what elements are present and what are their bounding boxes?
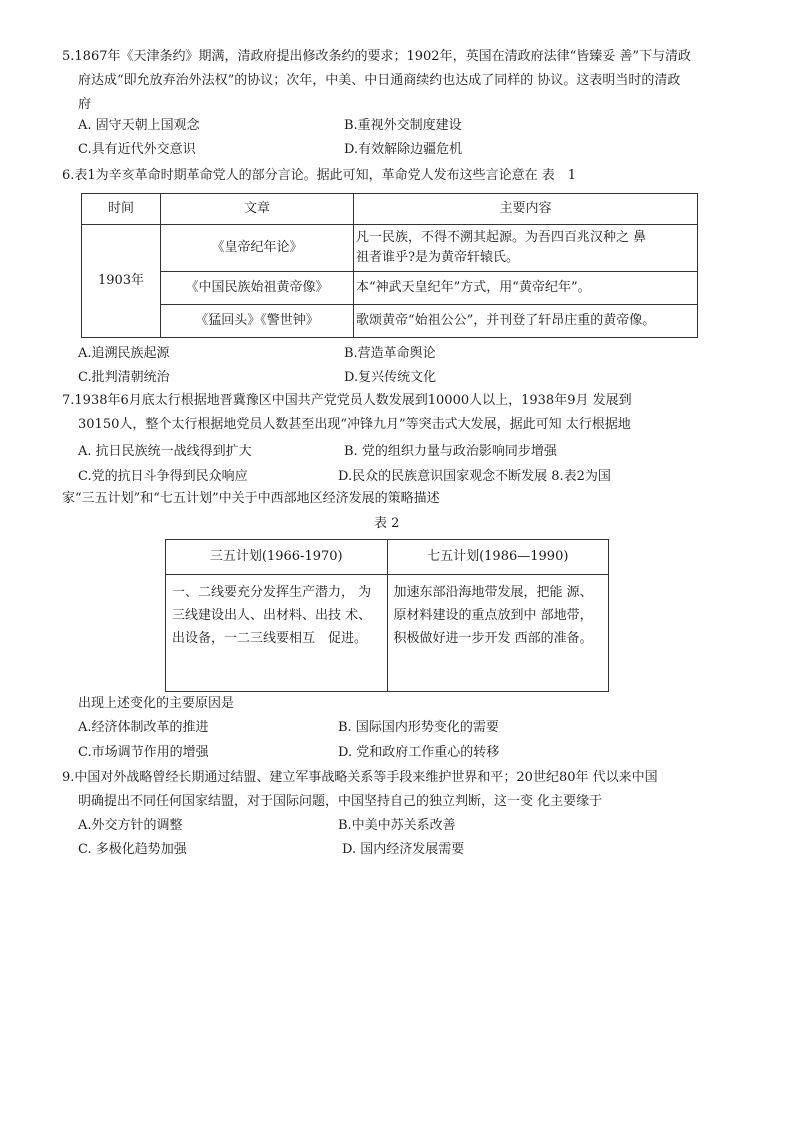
q9-option-c: C. 多极化趋势加强 [78,842,187,857]
table-2-cell-plan-3: 一、二线要充分发挥生产潜力， 为三线建设出人、出材料、出技 术、出设备，一二三线要相互 促进。 [166,575,388,692]
q9-option-d: D. 国内经济发展需要 [342,842,465,857]
table-1-header-content: 主要内容 [354,194,698,225]
q9-stem-line-2: 明确提出不同任何国家结盟，对于国际问题，中国坚持自己的独立判断，这一变 化主要缘于 [78,794,603,809]
q9-option-a: A.外交方针的调整 [78,818,183,833]
table-2-header-row [166,540,609,575]
q8-option-b: B. 国际国内形势变化的需要 [338,720,499,735]
table-1-article-cell: 《中国民族始祖黄帝像》 [161,272,354,305]
table-1-content-line: 祖者谁乎?是为黄帝轩辕氏。 [356,250,519,265]
table-2-cell-plan-7: 加速东部沿海地带发展，把能 源、原材料建设的重点放到中 部地带，积极做好进一步开发 西部的准备。 [387,575,609,692]
q8-option-c: C.市场调节作用的增强 [78,745,209,760]
table-row [166,575,609,692]
q8-stem: 家“三五计划”和“七五计划”中关于中西部地区经济发展的策略描述 [62,491,440,506]
table-1-content-cell: 歌颂黄帝“始祖公公”，并刊登了轩昂庄重的黄帝像。 [354,305,698,338]
table-2 [165,539,609,692]
q6-option-b: B.营造革命舆论 [344,346,436,361]
q7-option-a: A. 抗日民族统一战线得到扩大 [78,444,252,459]
q5-option-c: C.具有近代外交意识 [78,142,196,157]
q5-option-b: B.重视外交制度建设 [344,118,462,133]
q9-option-b: B.中美中苏关系改善 [338,818,456,833]
table-2-caption: 表 2 [374,516,400,531]
q5-stem-line-2: 府达成“即允放弃治外法权”的协议；次年，中美、中日通商续约也达成了同样的 协议。这表明当时的清政 [78,73,681,88]
q5-stem-line-1: 5.1867年《天津条约》期满，清政府提出修改条约的要求；1902年，英国在清政府法律“皆臻妥 善”下与清政 [62,49,691,64]
q5-option-d: D.有效解除边疆危机 [344,142,463,157]
table-1 [81,193,698,338]
table-2-header-plan-3: 三五计划(1966-1970) [166,540,388,575]
table-1-content-line: 凡一民族，不得不溯其起源。为吾四百兆汉种之 鼻 [356,230,647,245]
q5-option-a: A. 固守天朝上国观念 [78,118,200,133]
table-row [82,225,698,272]
q6-option-a: A.追溯民族起源 [78,346,170,361]
q5-stem-line-3: 府 [78,97,92,112]
q9-stem-line-1: 9.中国对外战略曾经长期通过结盟、建立军事战略关系等手段来维护世界和平；20世纪80年 代以来中国 [62,770,658,785]
table-row [82,305,698,338]
q6-stem: 6.表1为辛亥革命时期革命党人的部分言论。据此可知，革命党人发布这些言论意在 表 1 [62,168,577,183]
table-1-header-article: 文章 [161,194,354,225]
table-1-content-cell [354,225,698,272]
q7-option-b: B. 党的组织力量与政治影响同步增强 [344,444,557,459]
table-1-header-row [82,194,698,225]
q7-option-c: C.党的抗日斗争得到民众响应 [78,469,248,484]
table-1-time-cell: 1903年 [82,225,161,338]
table-row [82,272,698,305]
q8-option-a: A.经济体制改革的推进 [78,720,209,735]
q7-option-d: D.民众的民族意识国家观念不断发展 8.表2为国 [338,469,611,484]
q7-stem-line-2: 30150人，整个太行根据地党员人数甚至出现“冲锋九月”等突击式大发展，据此可知 太行根据地 [78,417,631,432]
table-1-content-cell: 本“神武天皇纪年”方式，用“黄帝纪年”。 [354,272,698,305]
table-1-header-time: 时间 [82,194,161,225]
q8-option-d: D. 党和政府工作重心的转移 [338,745,500,760]
q6-option-d: D.复兴传统文化 [344,370,437,385]
table-2-header-plan-7: 七五计划(1986—1990) [387,540,609,575]
q7-stem-line-1: 7.1938年6月底太行根据地晋冀豫区中国共产党党员人数发展到10000人以上，1938年9月 发展到 [62,393,632,408]
table-1-article-cell: 《猛回头》《警世钟》 [161,305,354,338]
table-1-article-cell: 《皇帝纪年论》 [161,225,354,272]
q8-question: 出现上述变化的主要原因是 [78,696,235,711]
q6-option-c: C.批判清朝统治 [78,370,170,385]
